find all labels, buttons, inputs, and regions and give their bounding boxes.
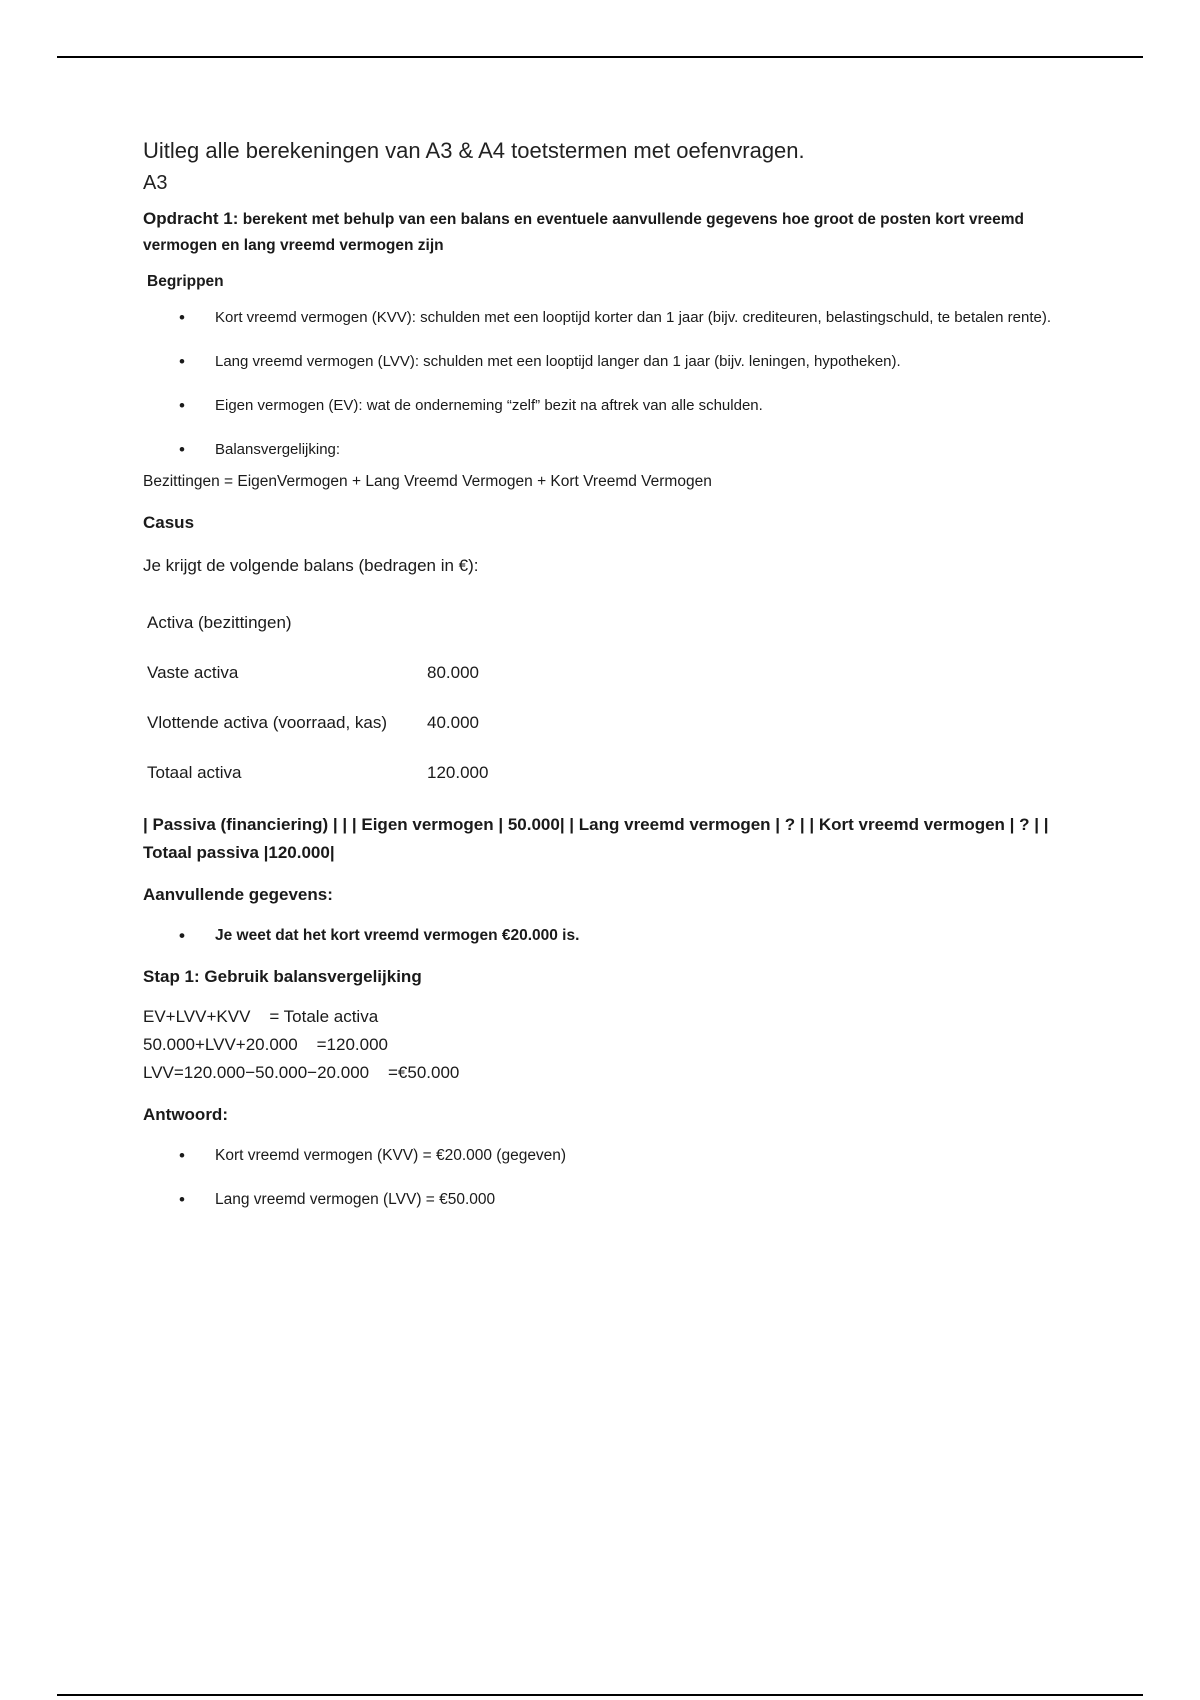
balance-equation: Bezittingen = EigenVermogen + Lang Vreemd Vermogen + Kort Vreemd Vermogen [143, 473, 712, 490]
section-label: A3 [143, 172, 168, 194]
table-row [147, 698, 488, 748]
step-1-heading: Stap 1: Gebruik balansvergelijking [143, 967, 422, 986]
term-item-ev: • Eigen vermogen (EV): wat de onderneming “zelf” bezit na aftrek van alle schulden. [143, 393, 1073, 419]
table-cell-value: 80.000 [427, 663, 479, 682]
table-row [147, 648, 488, 698]
table-cell-label: Totaal activa [147, 763, 242, 782]
term-item-kvv: • Kort vreemd vermogen (KVV): schulden met een looptijd korter dan 1 jaar (bijv. crediteuren, belastingschuld, te betalen rente). [143, 305, 1073, 331]
answer-list [143, 1143, 1073, 1213]
terms-heading: Begrippen [147, 273, 224, 290]
list-item: • Lang vreemd vermogen (LVV) = €50.000 [143, 1187, 1073, 1213]
activa-table [147, 598, 488, 798]
assignment-statement [143, 206, 1073, 259]
extra-data-heading: Aanvullende gegevens: [143, 885, 333, 904]
answer-heading: Antwoord: [143, 1105, 228, 1124]
page-bottom-rule [57, 1694, 1143, 1696]
term-item-lvv: • Lang vreemd vermogen (LVV): schulden met een looptijd langer dan 1 jaar (bijv. leningen, hypotheken). [143, 349, 1073, 375]
case-heading: Casus [143, 513, 195, 532]
table-row [147, 598, 488, 648]
page-top-rule [57, 56, 1143, 58]
calculation-line: 50.000+LVV+20.000 =120.000 [143, 1035, 388, 1054]
terms-list [143, 305, 1073, 463]
case-intro: Je krijgt de volgende balans (bedragen in €): [143, 556, 479, 575]
table-cell-label: Vlottende activa (voorraad, kas) [147, 713, 388, 732]
activa-table-header: Activa (bezittingen) [147, 613, 292, 632]
table-row [147, 748, 488, 798]
list-item: • Kort vreemd vermogen (KVV) = €20.000 (gegeven) [143, 1143, 1073, 1169]
calculation-block [143, 1003, 1073, 1087]
passiva-table-text: | Passiva (financiering) | | | Eigen vermogen | 50.000| | Lang vreemd vermogen | ? | | Kort vreemd vermogen | ? | | Totaal passiva |120.000| [143, 815, 1049, 862]
calculation-line: EV+LVV+KVV = Totale activa [143, 1007, 379, 1026]
document-title: Uitleg alle berekeningen van A3 & A4 toetstermen met oefenvragen. [143, 138, 805, 163]
term-item-balance-equation: • Balansvergelijking: [143, 437, 1073, 463]
assignment-lead: Opdracht 1: [143, 209, 239, 228]
calculation-line: LVV=120.000−50.000−20.000 =€50.000 [143, 1063, 460, 1082]
extra-data-list [143, 923, 1073, 949]
list-item: • Je weet dat het kort vreemd vermogen €20.000 is. [143, 923, 1073, 949]
table-cell-value: 40.000 [427, 713, 479, 732]
table-cell-value: 120.000 [427, 763, 489, 782]
assignment-text: berekent met behulp van een balans en eventuele aanvullende gegevens hoe groot de posten kort vreemd vermogen en lang vreemd vermogen zijn [143, 211, 1024, 254]
document-body [143, 140, 1073, 1213]
table-cell-label: Vaste activa [147, 663, 239, 682]
